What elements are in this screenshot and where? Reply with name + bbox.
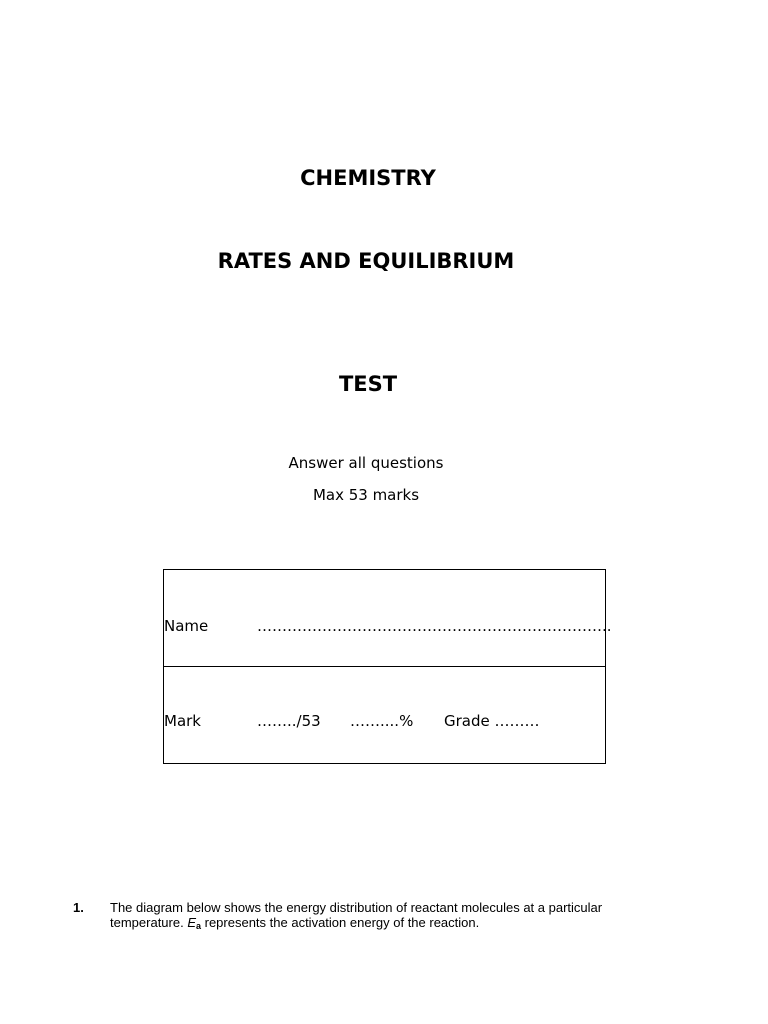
grade-field[interactable]: Grade ……… — [444, 712, 540, 730]
activation-energy-subscript: a — [196, 921, 202, 931]
name-field[interactable]: …………………………………………………………….. — [257, 617, 612, 635]
question-text-part1: The diagram below shows the energy distribution of reactant molecules at a particular temperature. — [110, 900, 603, 930]
question-text-part2: represents the activation energy of the reaction. — [201, 915, 480, 930]
question-text — [110, 900, 670, 934]
question-number: 1. — [73, 900, 84, 915]
instruction-max-marks: Max 53 marks — [312, 486, 420, 504]
instruction-answer-all: Answer all questions — [288, 454, 444, 472]
mark-label: Mark — [164, 712, 201, 730]
score-field[interactable]: ……../53 — [257, 712, 321, 730]
topic-heading: RATES AND EQUILIBRIUM — [217, 249, 515, 273]
result-table — [163, 569, 612, 764]
test-heading: TEST — [338, 372, 398, 396]
percent-field[interactable]: ……....% — [350, 712, 414, 730]
name-label: Name — [164, 617, 209, 635]
name-row — [164, 570, 612, 667]
activation-energy-symbol: E — [187, 915, 196, 930]
subject-heading: CHEMISTRY — [300, 166, 436, 190]
mark-row — [164, 667, 605, 764]
